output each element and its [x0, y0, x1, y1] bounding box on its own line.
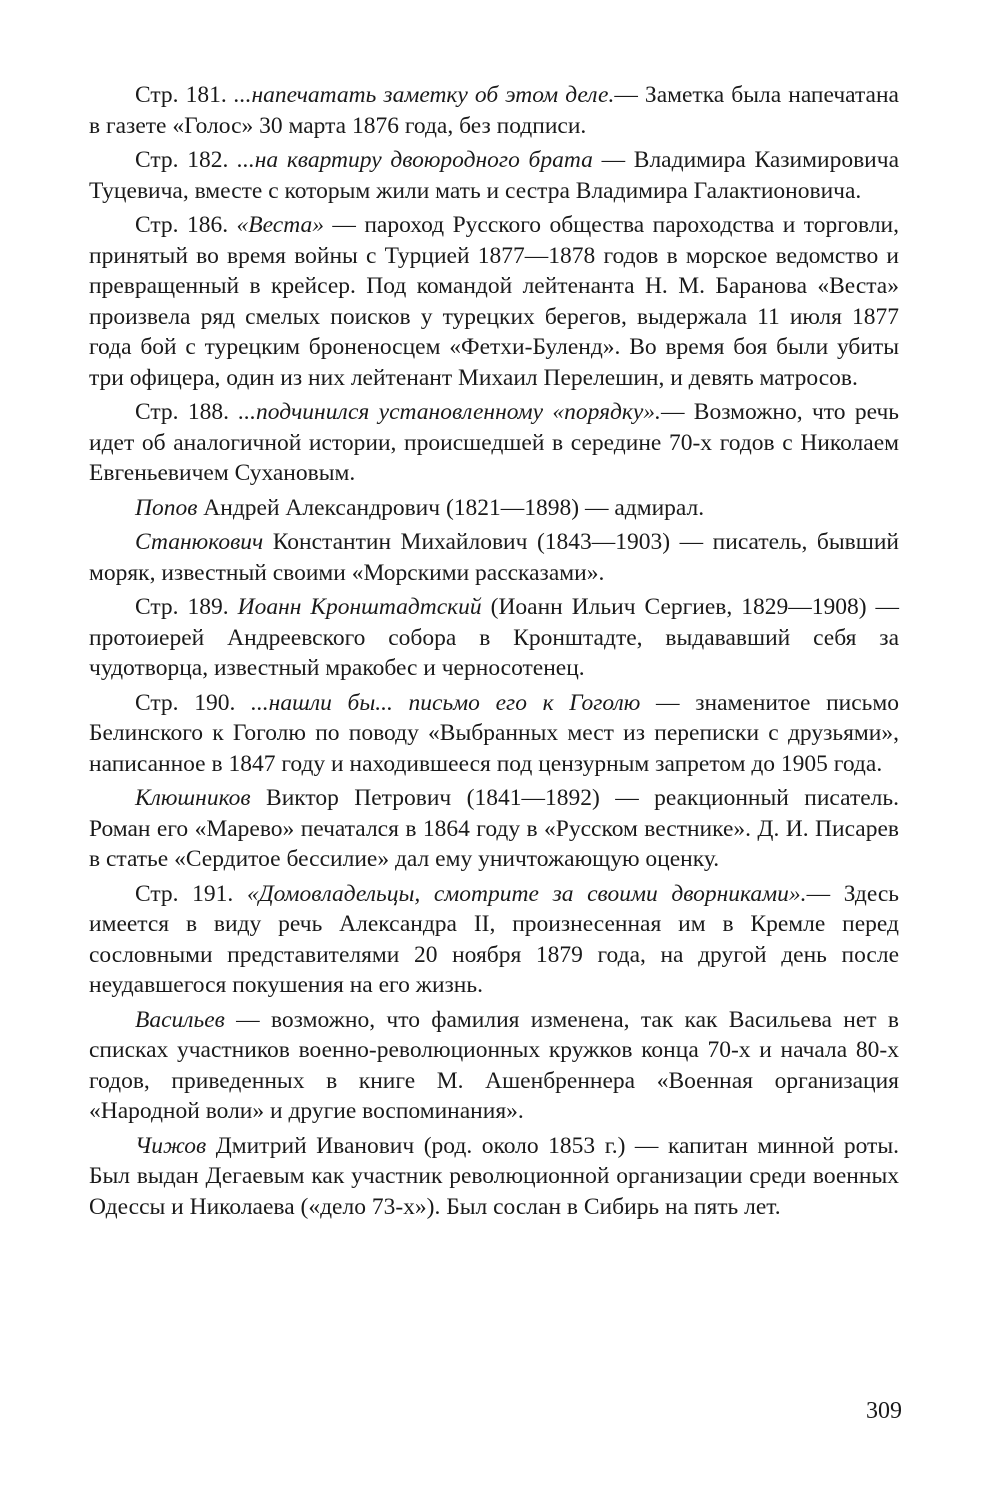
note-body: — возможно, что фамилия изменена, так как Васильева нет в списках участников военно-революционных кружков конца 70-х и начала 80-х годов, приведенных в книге М. Ашенбреннера «Военная организация «Народной воли» и другие воспоминания». [89, 1006, 899, 1124]
note-paragraph [89, 145, 899, 206]
note-lead: ...на квартиру двоюродного брата [237, 147, 593, 173]
note-paragraph [89, 493, 899, 524]
note-ref: Стр. 188. [135, 399, 239, 425]
note-paragraph [89, 1131, 899, 1223]
note-paragraph [89, 879, 899, 1001]
note-paragraph [89, 397, 899, 489]
note-body: Дмитрий Иванович (род. около 1853 г.) — капитан минной роты. Был выдан Дегаевым как участник революционной организации среди военных Одессы и Николаева («дело 73-х»). Был сослан в Сибирь на пять лет. [89, 1132, 899, 1220]
note-body: Виктор Петрович (1841—1892) — реакционный писатель. Роман его «Марево» печатался в 1864 году в «Русском вестнике». Д. И. Писарев в статье «Сердитое бессилие» дал ему уничтожающую оценку. [89, 785, 899, 872]
note-ref: Стр. 191. [135, 880, 247, 907]
note-lead: Иоанн Кронштадтский [237, 594, 482, 620]
note-lead: ...нашли бы... письмо его к Гоголю [251, 689, 641, 716]
commentary-text [89, 80, 899, 1226]
note-body: — Здесь имеется в виду речь Александра II, произнесенная им в Кремле перед сословными представителями 20 ноября 1879 года, на другой день после неудавшегося покушения на его жизнь. [89, 880, 900, 998]
note-lead: Клюшников [135, 785, 251, 811]
note-body: — Владимира Казимировича Туцевича, вместе с которым жили мать и сестра Владимира Галактионовича. [89, 147, 899, 204]
note-ref: Стр. 181. [135, 82, 234, 108]
note-lead: ...подчинился установленному «порядку». [238, 399, 661, 425]
note-body: — Заметка была напечатана в газете «Голос» 30 марта 1876 года, без подписи. [89, 82, 899, 139]
note-ref: Стр. 186. [135, 212, 237, 238]
note-lead: Чижов [135, 1132, 207, 1159]
note-body: (Иоанн Ильич Сергиев, 1829—1908) — протоиерей Андреевского собора в Кронштадте, выдававший себя за чудотворца, известный мракобес и черносотенец. [89, 594, 899, 681]
note-ref: Стр. 189. [135, 594, 238, 620]
note-ref: Стр. 182. [135, 147, 238, 173]
note-paragraph [89, 783, 899, 875]
note-paragraph [89, 80, 899, 141]
note-body: Константин Михайлович (1843—1903) — писатель, бывший моряк, известный своими «Морскими рассказами». [89, 529, 899, 586]
page-number: 309 [866, 1398, 902, 1424]
note-paragraph [89, 592, 899, 684]
note-paragraph [89, 688, 899, 780]
note-lead: Васильев [135, 1006, 225, 1033]
note-paragraph [89, 1005, 899, 1127]
note-body: Андрей Александрович (1821—1898) — адмирал. [197, 494, 705, 521]
note-lead: Попов [135, 494, 198, 521]
note-lead: «Веста» [236, 212, 324, 238]
note-lead: «Домовладельцы, смотрите за своими дворниками». [246, 880, 807, 907]
note-body: — пароход Русского общества пароходства и торговли, принятый во время войны с Турцией 1877—1878 годов в морское ведомство и превращенный в крейсер. Под командой лейтенанта Н. М. Баранова «Веста» произвела ряд смелых поисков у турецких берегов, выдержала 11 июля 1877 года бой с турецким броненосцем «Фетхи-Буленд». Во время боя были убиты три офицера, один из них лейтенант Михаил Перелешин, и девять матросов. [89, 212, 900, 391]
note-lead: Станюкович [135, 529, 264, 555]
note-body: — Возможно, что речь идет об аналогичной истории, происшедшей в середине 70-х годов с Николаем Евгеньевичем Сухановым. [89, 399, 899, 486]
note-paragraph [89, 210, 899, 393]
note-lead: ...напечатать заметку об этом деле. [233, 82, 615, 108]
note-paragraph [89, 527, 899, 588]
note-body: — знаменитое письмо Белинского к Гоголю по поводу «Выбранных мест из переписки с друзьями», написанное в 1847 году и находившееся под цензурным запретом до 1905 года. [89, 689, 899, 777]
note-ref: Стр. 190. [135, 689, 252, 716]
